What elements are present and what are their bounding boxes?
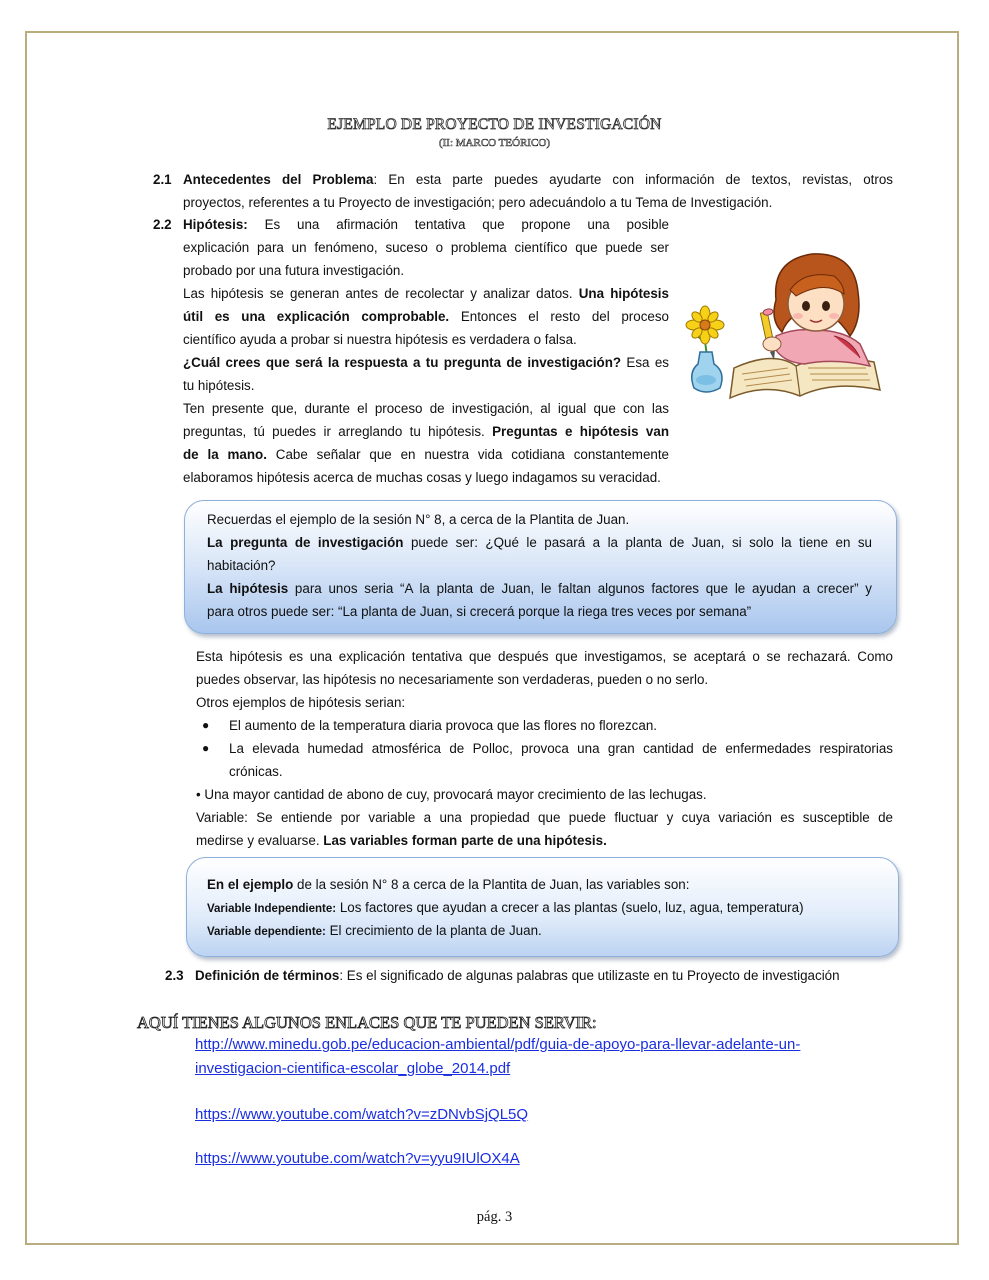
minedu-guide-link-continued[interactable]: investigacion-cientifica-escolar_globe_2014.pdf <box>195 1060 511 1077</box>
section-2-2-line-10: preguntas, tú puedes ir arreglando tu hipótesis. Preguntas e hipótesis van <box>183 424 669 439</box>
bullet-icon: ● <box>202 741 210 755</box>
girl-writing-illustration <box>684 240 884 410</box>
section-2-2-line-6: científico ayuda a probar si nuestra hipótesis es verdadera o falsa. <box>183 332 577 347</box>
box1-line-3: habitación? <box>207 558 276 573</box>
section-2-2-line-7: ¿Cuál crees que será la respuesta a tu pregunta de investigación? Esa es <box>183 355 669 370</box>
links-heading: AQUÍ TIENES ALGUNOS ENLACES QUE TE PUEDEN SERVIR: <box>137 1013 597 1032</box>
after-line-4: • Una mayor cantidad de abono de cuy, provocará mayor crecimiento de las lechugas. <box>196 787 707 802</box>
section-2-2-line-5: útil es una explicación comprobable. Entonces el resto del proceso <box>183 309 669 324</box>
section-2-2-line-11: de la mano. Cabe señalar que en nuestra vida cotidiana constantemente <box>183 447 670 462</box>
youtube-link-2[interactable]: https://www.youtube.com/watch?v=yyu9IUlOX4A <box>195 1150 520 1167</box>
bullet-item-2-line-1: La elevada humedad atmosférica de Polloc, provoca una gran cantidad de enfermedades respiratorias <box>229 741 893 756</box>
page-subtitle: (II: MARCO TEÓRICO) <box>438 137 550 149</box>
section-2-3-line: Definición de términos: Es el significado de algunas palabras que utilizaste en tu Proyecto de investigación <box>195 968 840 983</box>
after-line-3: Otros ejemplos de hipótesis serian: <box>196 695 406 710</box>
page-number: pág. 3 <box>476 1209 513 1225</box>
bullet-item-2-line-2: crónicas. <box>229 764 283 779</box>
youtube-link-1[interactable]: https://www.youtube.com/watch?v=zDNvbSjQL5Q <box>195 1106 529 1123</box>
section-2-2-line-8: tu hipótesis. <box>183 378 255 393</box>
after-line-5: Variable: Se entiende por variable a una propiedad que puede fluctuar y cuya variación es susceptible de <box>196 810 893 825</box>
box2-line-2: Variable Independiente: Los factores que ayudan a crecer a las plantas (suelo, luz, agua, temperatura) <box>207 900 804 915</box>
section-2-2-line-3: probado por una futura investigación. <box>183 263 405 278</box>
after-line-6: medirse y evaluarse. Las variables forman parte de una hipótesis. <box>196 833 607 848</box>
after-line-2: puedes observar, las hipótesis no necesariamente son verdaderas, pueden o no serlo. <box>196 672 709 687</box>
box1-line-4: La hipótesis para unos seria “A la planta de Juan, le faltan algunos factores que le ayudan a crecer” y <box>207 581 872 596</box>
section-2-2-line-1: Hipótesis: Es una afirmación tentativa que propone una posible <box>183 217 669 232</box>
minedu-guide-link[interactable]: http://www.minedu.gob.pe/educacion-ambiental/pdf/guia-de-apoyo-para-llevar-adelante-un- <box>195 1036 801 1053</box>
box1-line-1: Recuerdas el ejemplo de la sesión N° 8, a cerca de la Plantita de Juan. <box>207 512 630 527</box>
box2-line-1: En el ejemplo de la sesión N° 8 a cerca de la Plantita de Juan, las variables son: <box>207 877 690 892</box>
section-2-2-line-4: Las hipótesis se generan antes de recolectar y analizar datos. Una hipótesis <box>183 286 669 301</box>
page-title: EJEMPLO DE PROYECTO DE INVESTIGACIÓN <box>327 116 662 133</box>
section-2-2-line-12: elaboramos hipótesis acerca de muchas cosas y luego indagamos su veracidad. <box>183 470 661 485</box>
section-2-2-number: 2.2 <box>153 217 172 232</box>
section-2-1-number: 2.1 <box>153 172 172 187</box>
section-2-1-line-1: Antecedentes del Problema: En esta parte puedes ayudarte con información de textos, revistas, otros <box>183 172 893 187</box>
section-2-1-line-2: proyectos, referentes a tu Proyecto de investigación; pero adecuándolo a tu Tema de Investigación. <box>183 195 773 210</box>
box2-line-3: Variable dependiente: El crecimiento de la planta de Juan. <box>207 923 542 938</box>
bullet-icon: ● <box>202 718 210 732</box>
after-line-1: Esta hipótesis es una explicación tentativa que después que investigamos, se aceptará o se rechazará. Como <box>196 649 893 664</box>
box1-line-2: La pregunta de investigación puede ser: ¿Qué le pasará a la planta de Juan, si solo la tiene en su <box>207 535 872 550</box>
section-2-2-line-9: Ten presente que, durante el proceso de investigación, al igual que con las <box>183 401 669 416</box>
bullet-item-1: El aumento de la temperatura diaria provoca que las flores no florezcan. <box>229 718 657 733</box>
section-2-3-number: 2.3 <box>165 968 184 983</box>
box1-line-5: para otros puede ser: “La planta de Juan, si crecerá porque la riega tres veces por semana” <box>207 604 752 619</box>
section-2-2-line-2: explicación para un fenómeno, suceso o problema científico que puede ser <box>183 240 669 255</box>
